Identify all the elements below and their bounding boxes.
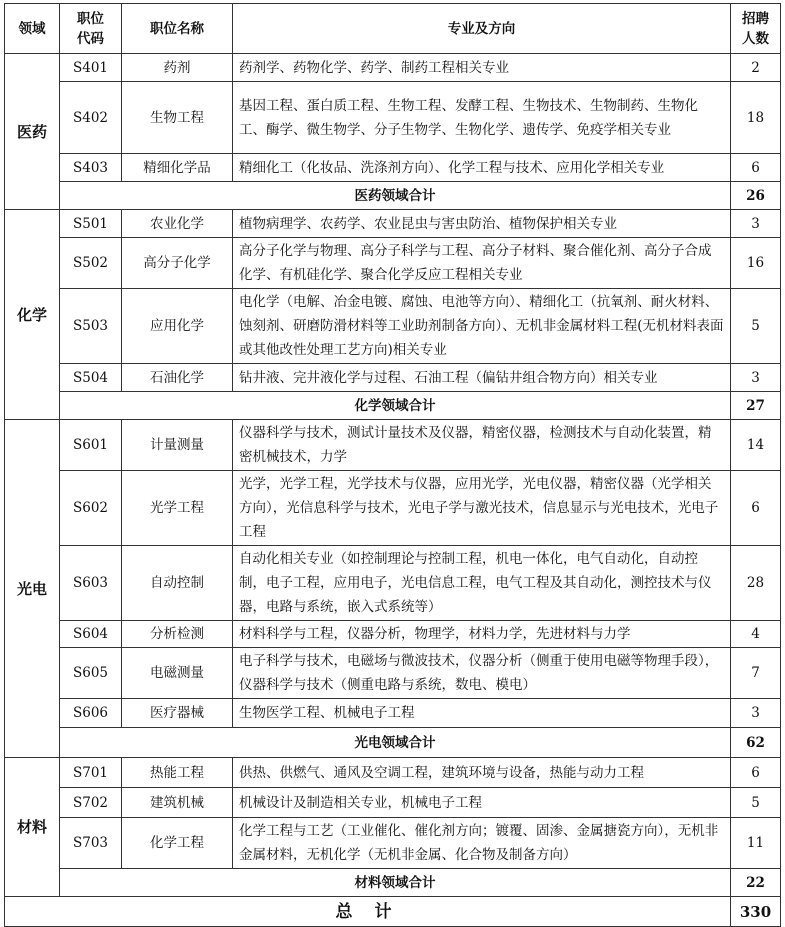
position-code: S604 bbox=[60, 621, 122, 648]
major-direction: 化学工程与工艺（工业催化、催化剂方向；镀覆、固渗、金属搪瓷方向），无机非金属材料，无机化学（无机非金属、化合物及制备方向） bbox=[233, 818, 731, 869]
grand-total-label: 总 计 bbox=[5, 897, 731, 927]
table-row bbox=[5, 420, 781, 471]
major-direction: 精细化工（化妆品、洗涤剂方向）、化学工程与技术、应用化学相关专业 bbox=[233, 154, 731, 182]
major-direction: 生物医学工程、机械电子工程 bbox=[233, 699, 731, 728]
subtotal-row bbox=[5, 728, 781, 758]
subtotal-row bbox=[5, 392, 781, 420]
major-direction: 植物病理学、农药学、农业昆虫与害虫防治、植物保护相关专业 bbox=[233, 210, 731, 238]
table-row bbox=[5, 289, 781, 364]
position-code: S401 bbox=[60, 54, 122, 82]
subtotal-row bbox=[5, 869, 781, 897]
position-code: S602 bbox=[60, 471, 122, 546]
hire-count: 3 bbox=[731, 364, 781, 392]
major-direction: 基因工程、蛋白质工程、生物工程、发酵工程、生物技术、生物制药、生物化工、酶学、微生物学、分子生物学、生物化学、遗传学、免疫学相关专业 bbox=[233, 82, 731, 154]
position-code: S701 bbox=[60, 758, 122, 788]
grand-total-row bbox=[5, 897, 781, 927]
major-direction: 高分子化学与物理、高分子科学与工程、高分子材料、聚合催化剂、高分子合成化学、有机硅化学、聚合化学反应工程相关专业 bbox=[233, 238, 731, 289]
position-name: 化学工程 bbox=[122, 818, 233, 869]
subtotal-row bbox=[5, 182, 781, 210]
table-row bbox=[5, 818, 781, 869]
major-direction: 机械设计及制造相关专业，机械电子工程 bbox=[233, 788, 731, 818]
hire-count: 28 bbox=[731, 546, 781, 621]
major-direction: 供热、供燃气、通风及空调工程，建筑环境与设备，热能与动力工程 bbox=[233, 758, 731, 788]
position-name: 生物工程 bbox=[122, 82, 233, 154]
domain-cell: 材料 bbox=[5, 758, 60, 897]
header-name: 职位名称 bbox=[122, 4, 233, 54]
position-code: S605 bbox=[60, 648, 122, 699]
position-name: 建筑机械 bbox=[122, 788, 233, 818]
major-direction: 仪器科学与技术，测试计量技术及仪器，精密仪器，检测技术与自动化装置，精密机械技术，力学 bbox=[233, 420, 731, 471]
hire-count: 6 bbox=[731, 758, 781, 788]
position-name: 高分子化学 bbox=[122, 238, 233, 289]
subtotal-value: 62 bbox=[731, 728, 781, 758]
table-row bbox=[5, 699, 781, 728]
table-row bbox=[5, 758, 781, 788]
hire-count: 6 bbox=[731, 154, 781, 182]
position-name: 医疗器械 bbox=[122, 699, 233, 728]
position-name: 农业化学 bbox=[122, 210, 233, 238]
position-name: 石油化学 bbox=[122, 364, 233, 392]
subtotal-label: 材料领域合计 bbox=[60, 869, 731, 897]
table-row bbox=[5, 621, 781, 648]
subtotal-value: 27 bbox=[731, 392, 781, 420]
position-name: 热能工程 bbox=[122, 758, 233, 788]
header-major: 专业及方向 bbox=[233, 4, 731, 54]
major-direction: 自动化相关专业（如控制理论与控制工程，机电一体化，电气自动化，自动控制，电子工程，应用电子，光电信息工程，电气工程及其自动化，测控技术与仪器，电路与系统，嵌入式系统等） bbox=[233, 546, 731, 621]
hire-count: 11 bbox=[731, 818, 781, 869]
position-code: S606 bbox=[60, 699, 122, 728]
subtotal-label: 光电领域合计 bbox=[60, 728, 731, 758]
recruitment-table-sheet bbox=[4, 3, 780, 927]
position-name: 自动控制 bbox=[122, 546, 233, 621]
subtotal-label: 医药领域合计 bbox=[60, 182, 731, 210]
hire-count: 6 bbox=[731, 471, 781, 546]
table-row bbox=[5, 788, 781, 818]
header-code: 职位代码 bbox=[60, 4, 122, 54]
hire-count: 5 bbox=[731, 788, 781, 818]
major-direction: 药剂学、药物化学、药学、制药工程相关专业 bbox=[233, 54, 731, 82]
header-count: 招聘人数 bbox=[731, 4, 781, 54]
position-name: 光学工程 bbox=[122, 471, 233, 546]
recruitment-table bbox=[4, 3, 781, 927]
major-direction: 钻井液、完井液化学与过程、石油工程（偏钻井组合物方向）相关专业 bbox=[233, 364, 731, 392]
position-code: S402 bbox=[60, 82, 122, 154]
grand-total-value: 330 bbox=[731, 897, 781, 927]
domain-cell: 化学 bbox=[5, 210, 60, 420]
position-code: S504 bbox=[60, 364, 122, 392]
hire-count: 3 bbox=[731, 210, 781, 238]
position-code: S702 bbox=[60, 788, 122, 818]
position-name: 计量测量 bbox=[122, 420, 233, 471]
major-direction: 材料科学与工程，仪器分析，物理学，材料力学，先进材料与力学 bbox=[233, 621, 731, 648]
position-code: S603 bbox=[60, 546, 122, 621]
table-row bbox=[5, 648, 781, 699]
table-row bbox=[5, 54, 781, 82]
table-row bbox=[5, 364, 781, 392]
header-row bbox=[5, 4, 781, 54]
hire-count: 7 bbox=[731, 648, 781, 699]
subtotal-label: 化学领域合计 bbox=[60, 392, 731, 420]
hire-count: 4 bbox=[731, 621, 781, 648]
position-name: 应用化学 bbox=[122, 289, 233, 364]
major-direction: 光学，光学工程，光学技术与仪器，应用光学，光电仪器，精密仪器（光学相关方向），光信息科学与技术，光电子学与激光技术，信息显示与光电技术，光电子工程 bbox=[233, 471, 731, 546]
header-domain: 领域 bbox=[5, 4, 60, 54]
hire-count: 5 bbox=[731, 289, 781, 364]
major-direction: 电子科学与技术，电磁场与微波技术，仪器分析（侧重于使用电磁等物理手段），仪器科学与技术（侧重电路与系统，数电、模电） bbox=[233, 648, 731, 699]
position-code: S502 bbox=[60, 238, 122, 289]
position-code: S601 bbox=[60, 420, 122, 471]
subtotal-value: 22 bbox=[731, 869, 781, 897]
hire-count: 3 bbox=[731, 699, 781, 728]
table-row bbox=[5, 471, 781, 546]
table-row bbox=[5, 546, 781, 621]
position-code: S403 bbox=[60, 154, 122, 182]
hire-count: 14 bbox=[731, 420, 781, 471]
table-row bbox=[5, 154, 781, 182]
hire-count: 18 bbox=[731, 82, 781, 154]
major-direction: 电化学（电解、冶金电镀、腐蚀、电池等方向）、精细化工（抗氧剂、耐火材料、蚀刻剂、研磨防滑材料等工业助剂制备方向）、无机非金属材料工程(无机材料表面或其他改性处理工艺方向)相关专业 bbox=[233, 289, 731, 364]
position-name: 精细化学品 bbox=[122, 154, 233, 182]
position-code: S703 bbox=[60, 818, 122, 869]
position-code: S503 bbox=[60, 289, 122, 364]
position-name: 电磁测量 bbox=[122, 648, 233, 699]
table-row bbox=[5, 210, 781, 238]
hire-count: 2 bbox=[731, 54, 781, 82]
domain-cell: 光电 bbox=[5, 420, 60, 758]
position-name: 分析检测 bbox=[122, 621, 233, 648]
table-row bbox=[5, 238, 781, 289]
position-name: 药剂 bbox=[122, 54, 233, 82]
domain-cell: 医药 bbox=[5, 54, 60, 210]
table-row bbox=[5, 82, 781, 154]
hire-count: 16 bbox=[731, 238, 781, 289]
position-code: S501 bbox=[60, 210, 122, 238]
subtotal-value: 26 bbox=[731, 182, 781, 210]
